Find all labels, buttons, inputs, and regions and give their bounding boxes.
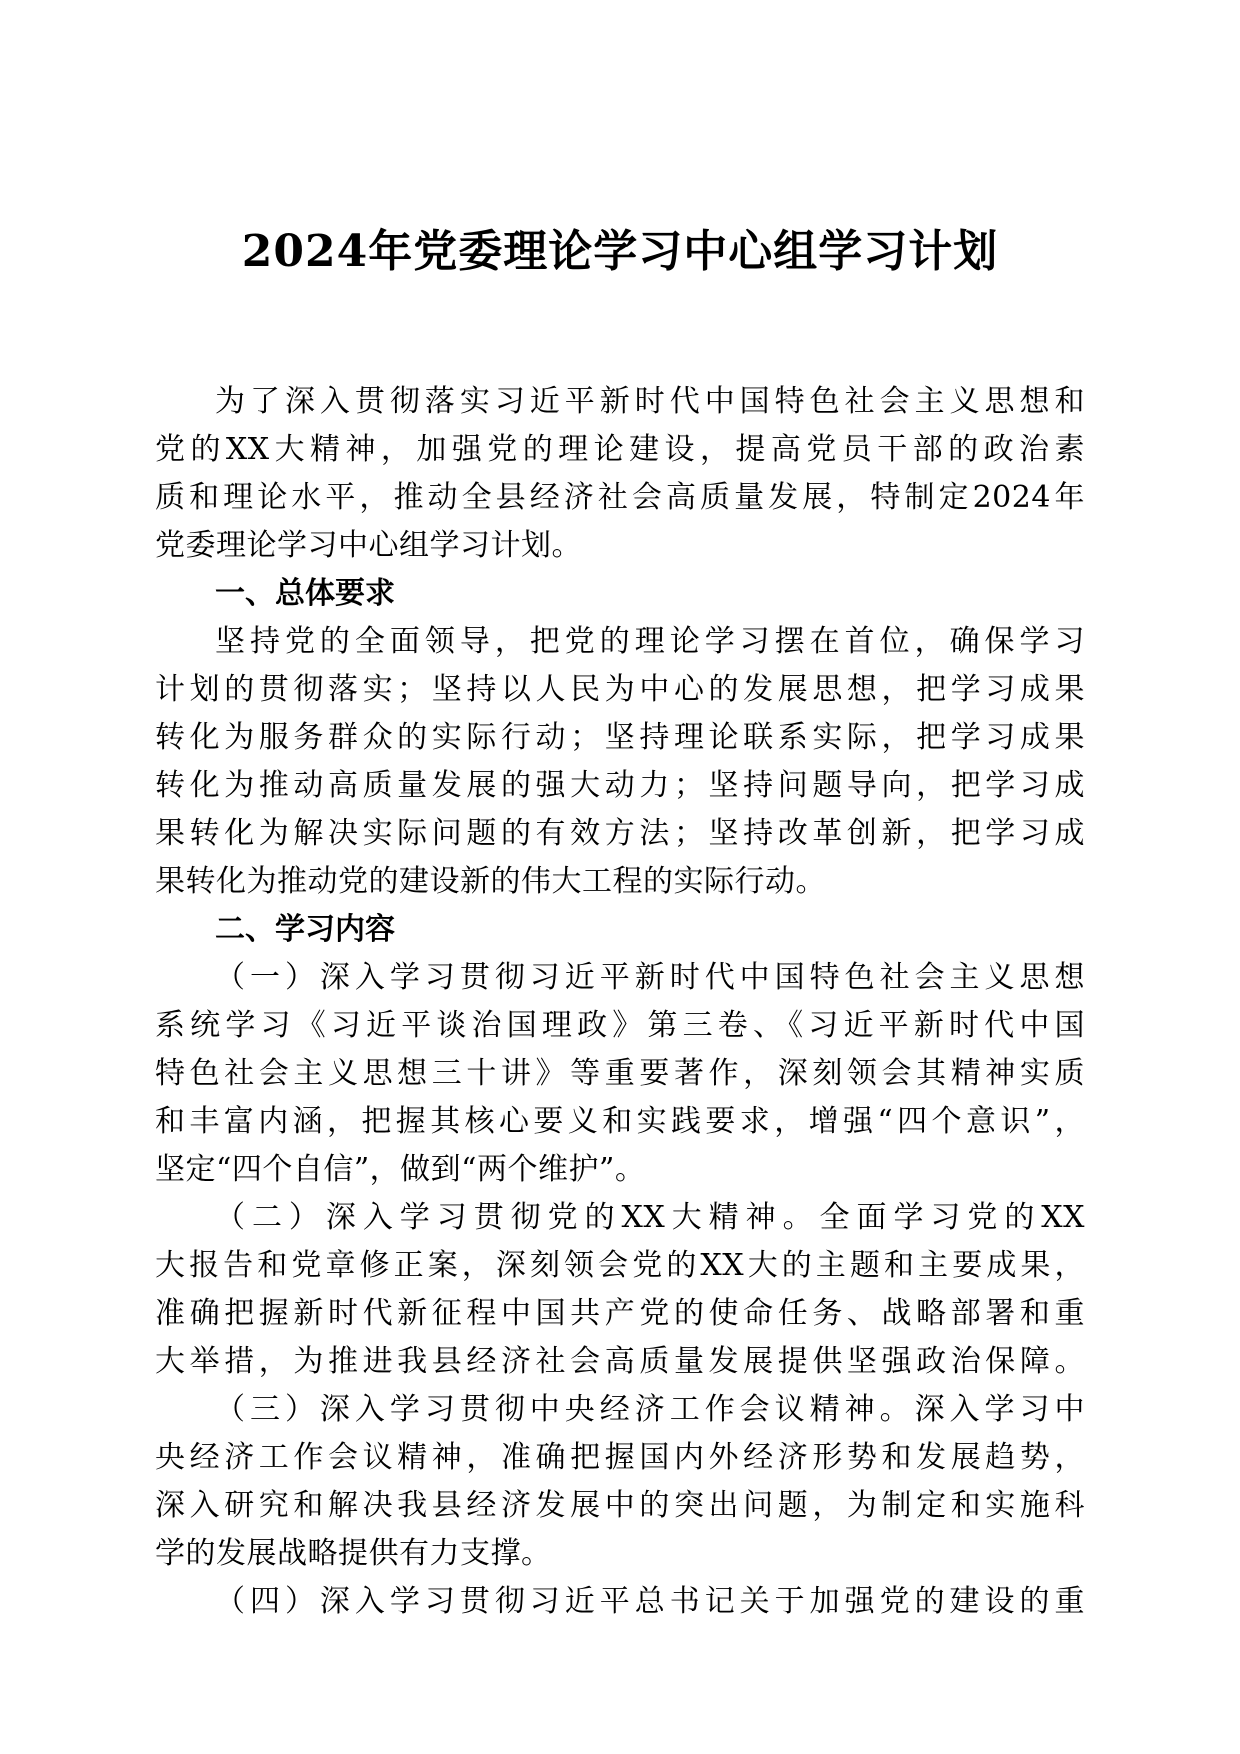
- item3-line: 深入研究和解决我县经济发展中的突出问题，为制定和实施科: [155, 1488, 1085, 1523]
- item1-line: 系统学习《习近平谈治国理政》第三卷、《习近平新时代中国: [155, 1008, 1085, 1043]
- intro-line: 党委理论学习中心组学习计划。: [155, 528, 582, 563]
- section1-line: 坚持党的全面领导，把党的理论学习摆在首位，确保学习: [215, 624, 1085, 659]
- item2-line: （二）深入学习贯彻党的XX大精神。全面学习党的XX: [215, 1200, 1085, 1235]
- section1-line: 计划的贯彻落实；坚持以人民为中心的发展思想，把学习成果: [155, 672, 1085, 707]
- section-heading-study-content: 二、学习内容: [215, 912, 395, 947]
- document-title: 2024年党委理论学习中心组学习计划: [241, 226, 999, 277]
- item1-line: （一）深入学习贯彻习近平新时代中国特色社会主义思想: [215, 960, 1085, 995]
- section1-line: 果转化为解决实际问题的有效方法；坚持改革创新，把学习成: [155, 816, 1085, 851]
- section-heading-general-requirements: 一、总体要求: [215, 576, 395, 611]
- intro-line: 质和理论水平，推动全县经济社会高质量发展，特制定2024年: [155, 480, 1085, 515]
- item3-line: 央经济工作会议精神，准确把握国内外经济形势和发展趋势，: [155, 1440, 1085, 1475]
- item4-line: （四）深入学习贯彻习近平总书记关于加强党的建设的重: [215, 1584, 1085, 1619]
- item3-line: 学的发展战略提供有力支撑。: [155, 1536, 552, 1571]
- intro-line: 为了深入贯彻落实习近平新时代中国特色社会主义思想和: [215, 384, 1085, 419]
- section1-line: 转化为服务群众的实际行动；坚持理论联系实际，把学习成果: [155, 720, 1085, 755]
- section1-line: 果转化为推动党的建设新的伟大工程的实际行动。: [155, 864, 826, 899]
- item2-line: 大举措，为推进我县经济社会高质量发展提供坚强政治保障。: [155, 1344, 1085, 1379]
- item1-line: 特色社会主义思想三十讲》等重要著作，深刻领会其精神实质: [155, 1056, 1085, 1091]
- intro-line: 党的XX大精神，加强党的理论建设，提高党员干部的政治素: [155, 432, 1085, 467]
- item2-line: 大报告和党章修正案，深刻领会党的XX大的主题和主要成果，: [155, 1248, 1085, 1283]
- document-body: [155, 378, 1085, 1626]
- section1-line: 转化为推动高质量发展的强大动力；坚持问题导向，把学习成: [155, 768, 1085, 803]
- item1-line: 坚定“四个自信”，做到“两个维护”。: [155, 1152, 646, 1187]
- item1-line: 和丰富内涵，把握其核心要义和实践要求，增强“四个意识”，: [155, 1104, 1085, 1139]
- item3-line: （三）深入学习贯彻中央经济工作会议精神。深入学习中: [215, 1392, 1085, 1427]
- item2-line: 准确把握新时代新征程中国共产党的使命任务、战略部署和重: [155, 1296, 1085, 1331]
